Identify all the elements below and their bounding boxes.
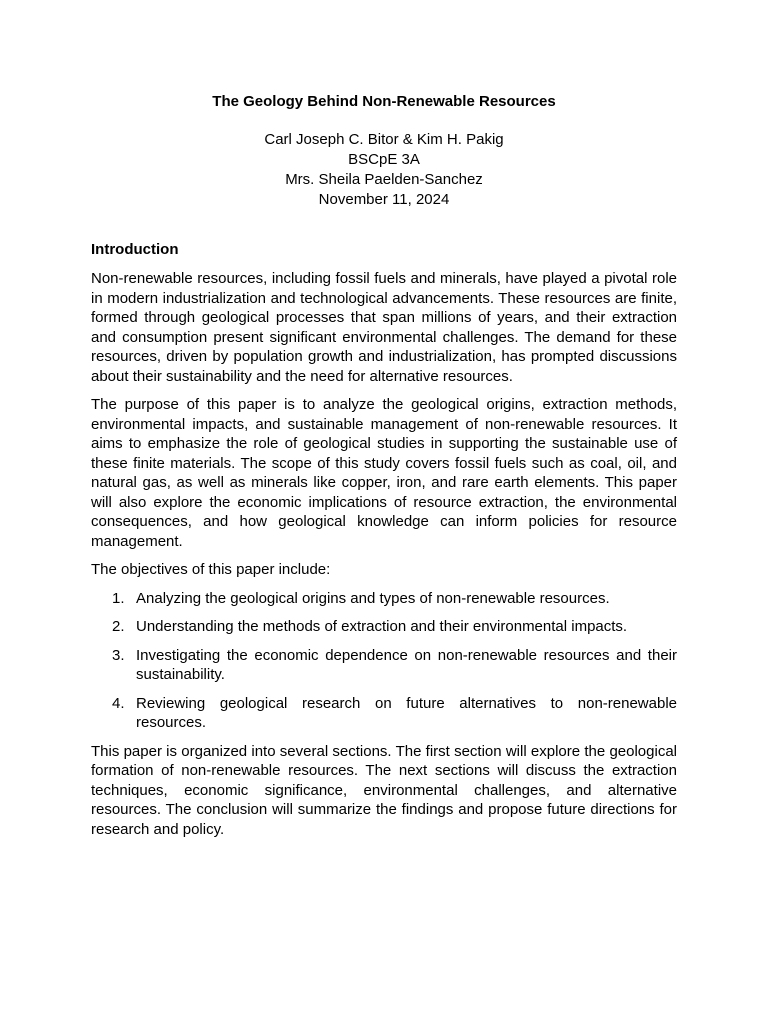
list-item-text: Reviewing geological research on future alternatives to non-renewable resources.	[136, 694, 677, 731]
list-item-number: 1.	[112, 589, 125, 607]
authors: Carl Joseph C. Bitor & Kim H. Pakig	[264, 131, 504, 148]
paragraph-3: This paper is organized into several sections. The first section will explore the geological formation of non-renewable resources. The next sections will discuss the extraction techniques, economic significance, environmental challenges, and alternative resources. The conclusion will summarize the findings and propose future directions for research and policy.	[91, 742, 677, 838]
list-item-number: 4.	[112, 694, 125, 712]
objectives-intro: The objectives of this paper include:	[91, 561, 331, 578]
list-item-text: Understanding the methods of extraction and their environmental impacts.	[136, 618, 628, 635]
date: November 11, 2024	[318, 191, 450, 208]
list-item-text: Investigating the economic dependence on non-renewable resources and their sustainability.	[136, 646, 677, 683]
list-item-number: 3.	[112, 646, 125, 664]
paragraph-1: Non-renewable resources, including fossil fuels and minerals, have played a pivotal role in modern industrialization and technological advancements. These resources are finite, formed through geological processes that span millions of years, and their extraction and consumption present significant environmental challenges. The demand for these resources, driven by population growth and industrialization, has prompted discussions about their sustainability and the need for alternative resources.	[91, 270, 677, 385]
list-item-text: Analyzing the geological origins and types of non-renewable resources.	[136, 589, 610, 607]
list-item	[91, 617, 677, 637]
list-item	[91, 694, 677, 733]
paragraph-2: The purpose of this paper is to analyze the geological origins, extraction methods, environmental impacts, and sustainable management of non-renewable resources. It aims to emphasize the role of geological studies in supporting the sustainable use of these finite materials. The scope of this study covers fossil fuels such as coal, oil, and natural gas, as well as minerals like copper, iron, and rare earth elements. This paper will also explore the economic implications of resource extraction, the environmental consequences, and how geological knowledge can inform policies for resource management.	[91, 396, 677, 550]
list-item	[91, 646, 677, 685]
list-item	[91, 589, 677, 609]
document-title: The Geology Behind Non-Renewable Resources	[212, 93, 556, 110]
instructor: Mrs. Sheila Paelden-Sanchez	[285, 171, 483, 188]
section-heading-introduction: Introduction	[91, 241, 179, 258]
objectives-list	[91, 589, 677, 733]
document-meta	[91, 130, 677, 210]
course: BSCpE 3A	[348, 151, 420, 168]
list-item-number: 2.	[112, 618, 125, 635]
